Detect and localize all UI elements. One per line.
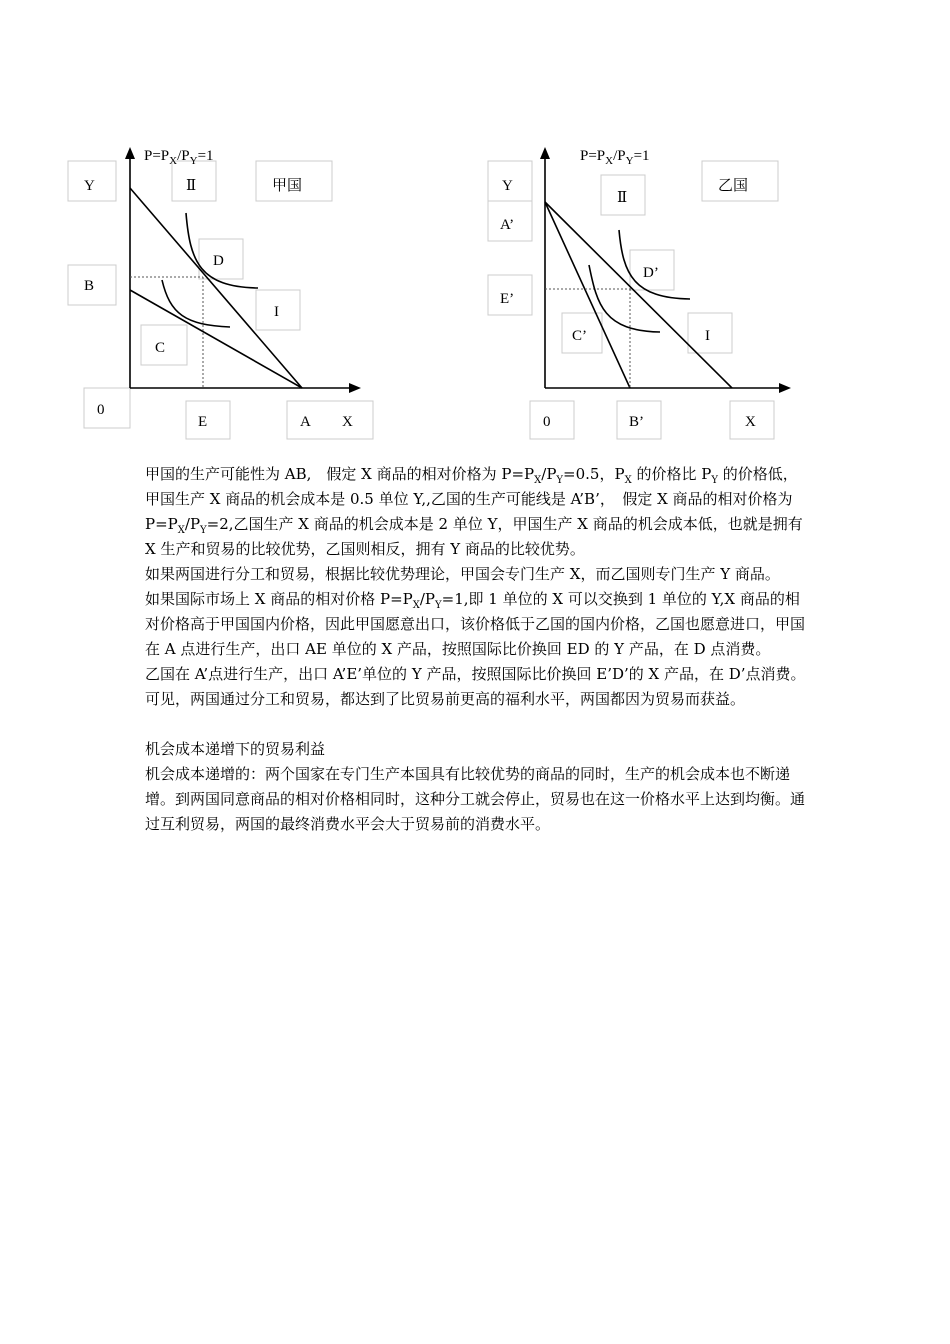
paragraph-4: 乙国在 A’点进行生产，出口 A’E’单位的 Y 产品，按照国际比价换回 E’D’的 X 产品，在 D’点消费。 [145, 665, 806, 683]
label-a-left: A [300, 414, 311, 430]
paragraph-1: 甲国的生产可能性为 AB, 假定 X 商品的相对价格为 $P=P_X/P_Y=0.5$，$P_X$ 的价格比 $P_Y$ 的价格低，甲国生产 X 商品的机会成本是 0.5 单位 Y,,乙国的生产可能线是 A’B’， 假定 X 商品的相对价格为 $P=P_X/P_Y=2$,乙国生产 X 商品的机会成本是 2 单位 Y，甲国生产 X 商品的机会成本低，也就是拥有 X 生产和贸易的比较优势，乙国则相反，拥有 Y 商品的比较优势。 [145, 465, 803, 558]
paragraph-2: 如果两国进行分工和贸易，根据比较优势理论，甲国会专门生产 X，而乙国则专门生产 Y 商品。 [145, 565, 780, 583]
title-right: 乙国 [718, 178, 749, 194]
label-b-left: B [84, 278, 95, 294]
section-heading: 机会成本递增下的贸易利益 [145, 740, 326, 758]
label-i-left: I [274, 304, 279, 320]
curve-i-left [162, 280, 230, 327]
figure-left [68, 147, 373, 439]
paragraph-7: 机会成本递增的：两个国家在专门生产本国具有比较优势的商品的同时，生产的机会成本也不断递增。到两国同意商品的相对价格相同时，这种分工就会停止，贸易也在这一价格水平上达到均衡。通过互利贸易，两国的最终消费水平会大于贸易前的消费水平。 [145, 765, 806, 833]
label-e-right: E’ [500, 291, 515, 307]
box-e-left [186, 401, 230, 439]
x-arrow-right [779, 383, 791, 393]
label-zero-right: 0 [543, 414, 551, 430]
figure-right [488, 147, 791, 439]
label-ii-left: Ⅱ [186, 178, 197, 194]
label-a-right: A’ [500, 217, 515, 233]
x-arrow-left [349, 383, 361, 393]
label-x-right: X [745, 414, 756, 430]
label-b-right: B’ [629, 414, 644, 430]
label-d-right: D’ [643, 265, 659, 281]
label-y-right: Y [502, 178, 513, 194]
title-left: 甲国 [272, 178, 303, 194]
box-zero-right [530, 401, 574, 439]
y-arrow-left [125, 147, 135, 159]
label-x-left: X [342, 414, 353, 430]
price-line-right [545, 202, 732, 388]
body-text [145, 462, 810, 837]
label-e-left: E [198, 414, 208, 430]
label-zero-left: 0 [97, 402, 105, 418]
y-arrow-right [540, 147, 550, 159]
label-ii-right: Ⅱ [617, 190, 628, 206]
box-zero-left [84, 388, 130, 428]
label-c-right: C’ [572, 328, 587, 344]
box-i-right [688, 313, 732, 353]
label-i-right: I [705, 328, 710, 344]
price-label-left: $P=P_X/P_Y=1$ [144, 148, 214, 167]
ppf-line-right [545, 202, 630, 388]
figures [0, 0, 950, 450]
spacer [145, 712, 810, 737]
paragraph-5: 可见，两国通过分工和贸易，都达到了比贸易前更高的福利水平，两国都因为贸易而获益。 [145, 690, 746, 708]
label-d-left: D [213, 253, 224, 269]
paragraph-3: 如果国际市场上 X 商品的相对价格 $P=P_X/P_Y=1$,即 1 单位的 X 可以交换到 1 单位的 Y,X 商品的相对价格高于甲国国内价格，因此甲国愿意出口，该价格低于乙国的国内价格，乙国也愿意进口，甲国在 A 点进行生产，出口 AE 单位的 X 产品，按照国际比价换回 ED 的 Y 产品，在 D 点消费。 [145, 590, 806, 658]
price-label-right: $P=P_X/P_Y=1$ [580, 148, 650, 167]
label-y-left: Y [84, 178, 95, 194]
label-c-left: C [155, 340, 166, 356]
